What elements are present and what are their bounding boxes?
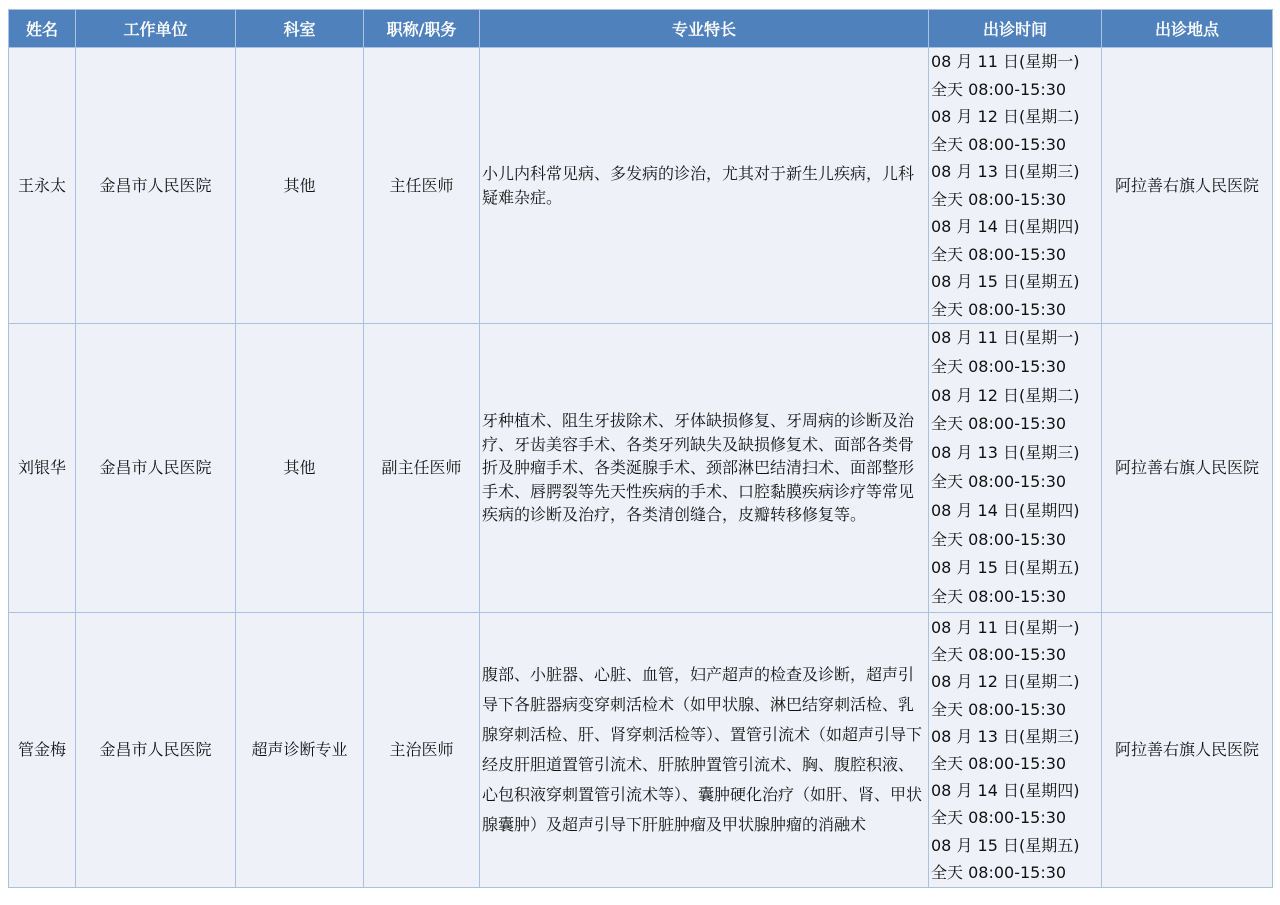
- time-line: 08 月 14 日(星期四): [931, 500, 1080, 520]
- time-line: 08 月 15 日(星期五): [931, 272, 1080, 291]
- header-dept: 科室: [236, 10, 364, 48]
- specialty: 腹部、小脏器、心脏、血管，妇产超声的检查及诊断，超声引导下各脏器病变穿刺活检术（如甲状腺、淋巴结穿刺活检、乳腺穿刺活检、肝、肾穿刺活检等）、置管引流术（如超声引导下经皮肝胆道置管引流术、肝脓肿置管引流术、胸、腹腔积液、心包积液穿刺置管引流术等）、囊肿硬化治疗（如肝、肾、甲状腺囊肿）及超声引导下肝脏肿瘤及甲状腺肿瘤的消融术: [480, 612, 929, 887]
- table-row: [9, 48, 1273, 324]
- time-line: 08 月 12 日(星期二): [931, 385, 1080, 405]
- time-line: 08 月 11 日(星期一): [931, 328, 1080, 347]
- time-line: 全天 08:00-15:30: [931, 134, 1067, 154]
- header-times: 出诊时间: [929, 10, 1102, 48]
- time-line: 08 月 11 日(星期一): [931, 617, 1080, 637]
- table-row: [9, 324, 1273, 613]
- time-line: 全天 08:00-15:30: [931, 79, 1067, 99]
- time-line: 全天 08:00-15:30: [931, 808, 1067, 828]
- header-specialty: 专业特长: [480, 10, 929, 48]
- clinic-times: [929, 48, 1102, 324]
- work-unit: 金昌市人民医院: [76, 612, 236, 887]
- clinic-location: 阿拉善右旗人民医院: [1102, 48, 1273, 324]
- time-line: 全天 08:00-15:30: [931, 471, 1067, 491]
- department: 超声诊断专业: [236, 612, 364, 887]
- clinic-times: [929, 612, 1102, 887]
- clinic-schedule-table: [8, 9, 1273, 888]
- department: 其他: [236, 324, 364, 613]
- table-row: [9, 612, 1273, 887]
- specialty: 小儿内科常见病、多发病的诊治，尤其对于新生儿疾病，儿科疑难杂症。: [480, 48, 929, 324]
- time-line: 08 月 13 日(星期三): [931, 162, 1080, 181]
- header-title: 职称/职务: [364, 10, 480, 48]
- time-line: 08 月 13 日(星期三): [931, 443, 1080, 463]
- time-line: 08 月 15 日(星期五): [931, 835, 1080, 855]
- job-title: 主治医师: [364, 612, 480, 887]
- time-line: 08 月 11 日(星期一): [931, 52, 1080, 71]
- header-location: 出诊地点: [1102, 10, 1273, 48]
- time-line: 08 月 12 日(星期二): [931, 672, 1080, 692]
- time-line: 08 月 12 日(星期二): [931, 107, 1080, 126]
- clinic-location: 阿拉善右旗人民医院: [1102, 324, 1273, 613]
- time-line: 全天 08:00-15:30: [931, 587, 1067, 607]
- doctor-name: 王永太: [9, 48, 76, 324]
- time-line: 全天 08:00-15:30: [931, 299, 1067, 319]
- time-line: 全天 08:00-15:30: [931, 753, 1067, 773]
- time-line: 全天 08:00-15:30: [931, 862, 1067, 882]
- job-title: 主任医师: [364, 48, 480, 324]
- header-name: 姓名: [9, 10, 76, 48]
- doctor-name: 管金梅: [9, 612, 76, 887]
- time-line: 全天 08:00-15:30: [931, 529, 1067, 549]
- work-unit: 金昌市人民医院: [76, 48, 236, 324]
- time-line: 全天 08:00-15:30: [931, 699, 1067, 719]
- job-title: 副主任医师: [364, 324, 480, 613]
- header-unit: 工作单位: [76, 10, 236, 48]
- clinic-times: [929, 324, 1102, 613]
- time-line: 全天 08:00-15:30: [931, 414, 1067, 434]
- time-line: 08 月 15 日(星期五): [931, 558, 1080, 578]
- work-unit: 金昌市人民医院: [76, 324, 236, 613]
- time-line: 全天 08:00-15:30: [931, 356, 1067, 376]
- time-line: 08 月 14 日(星期四): [931, 781, 1080, 801]
- time-line: 全天 08:00-15:30: [931, 645, 1067, 665]
- doctor-name: 刘银华: [9, 324, 76, 613]
- header-row: [9, 10, 1273, 48]
- time-line: 全天 08:00-15:30: [931, 189, 1067, 209]
- department: 其他: [236, 48, 364, 324]
- time-line: 全天 08:00-15:30: [931, 244, 1067, 264]
- time-line: 08 月 14 日(星期四): [931, 217, 1080, 236]
- time-line: 08 月 13 日(星期三): [931, 726, 1080, 746]
- clinic-location: 阿拉善右旗人民医院: [1102, 612, 1273, 887]
- specialty: 牙种植术、阻生牙拔除术、牙体缺损修复、牙周病的诊断及治疗、牙齿美容手术、各类牙列缺失及缺损修复术、面部各类骨折及肿瘤手术、各类涎腺手术、颈部淋巴结清扫术、面部整形手术、唇腭裂等先天性疾病的手术、口腔黏膜疾病诊疗等常见疾病的诊断及治疗，各类清创缝合，皮瓣转移修复等。: [480, 324, 929, 613]
